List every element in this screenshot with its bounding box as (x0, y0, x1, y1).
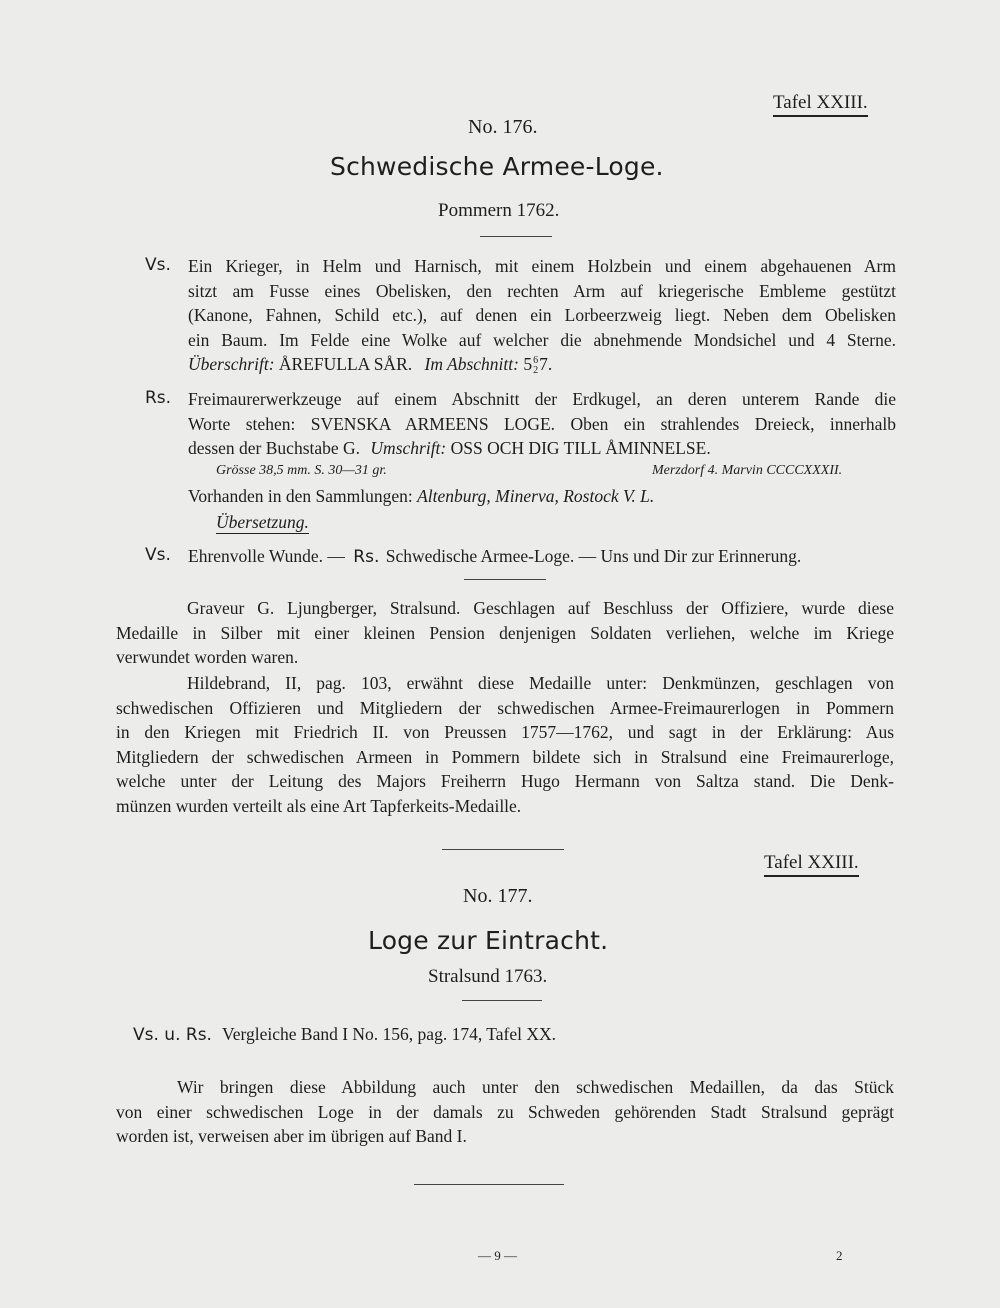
section-divider (464, 579, 546, 580)
plate-reference: Tafel XXIII. (764, 852, 859, 877)
ornament-rule (480, 236, 552, 237)
obverse-line: sitzt am Fusse eines Obelisken, den rechten Arm auf kriegerische Embleme gestützt (188, 281, 896, 301)
umschrift-text: OSS OCH DIG TILL ÅMINNELSE. (450, 438, 711, 458)
obverse-reverse-label: Vs. u. Rs. (133, 1025, 212, 1045)
reverse-label: Rs. (145, 388, 172, 408)
translation-obverse-label: Vs. (145, 545, 171, 565)
plate-reference: Tafel XXIII. (773, 92, 868, 117)
obverse-inscription-line (188, 354, 552, 376)
literature-refs: Merzdorf 4. Marvin CCCCXXXII. (652, 463, 843, 478)
obverse-label: Vs. (145, 255, 171, 275)
ornament-rule (462, 1000, 542, 1001)
commentary-line: worden ist, verweisen aber im übrigen auf Band I. (116, 1126, 467, 1146)
obverse-line: ein Baum. Im Felde eine Wolke auf welcher die abnehmende Mondsichel und 4 Sterne. (188, 330, 896, 350)
commentary-line: verwundet worden waren. (116, 647, 299, 667)
commentary-line: Mitgliedern der schwedischen Armeen in Pommern bildete sich in Stralsund eine Freimaurerloge, (116, 747, 894, 767)
page-number: — 9 — (478, 1248, 517, 1263)
reference-line (133, 1024, 556, 1045)
commentary-line: schwedischen Offizieren und Mitgliedern der schwedischen Armee-Freimaurerlogen in Pommern (116, 698, 894, 718)
obverse-line: (Kanone, Fahnen, Schild etc.), auf denen ein Lorbeerzweig liegt. Neben dem Obelisken (188, 305, 896, 325)
inscription-text: ÅREFULLA SÅR. (278, 354, 413, 374)
reverse-inscription-line: dessen der Buchstabe G. Umschrift: OSS OCH DIG TILL ÅMINNELSE. (188, 438, 711, 458)
entry-title: Loge zur Eintracht. (368, 926, 609, 955)
collections-line: Vorhanden in den Sammlungen: Altenburg, Minerva, Rostock V. L. (188, 486, 655, 506)
reverse-line: Worte stehen: SVENSKA ARMEENS LOGE. Oben ein strahlendes Dreieck, innerhalb (188, 414, 896, 434)
exergue-text: 5 6 2 7. (523, 354, 553, 376)
size-weight: Grösse 38,5 mm. S. 30—31 gr. (216, 463, 387, 478)
reverse-line: Freimaurerwerkzeuge auf einem Abschnitt der Erdkugel, an deren unterem Rande die (188, 389, 896, 409)
commentary-line: in den Kriegen mit Friedrich II. von Preussen 1757—1762, und sagt in der Erklärung: Aus (116, 722, 894, 742)
commentary-line: welche unter der Leitung des Majors Freiherrn Hugo Hermann von Saltza stand. Die Denk- (116, 771, 894, 791)
translation-obverse: Ehrenvolle Wunde. — (188, 546, 345, 566)
umschrift-label: Umschrift: (370, 438, 447, 458)
section-divider (442, 849, 564, 850)
commentary-line: Medaille in Silber mit einer kleinen Pension denjenigen Soldaten verliehen, welche im Kriege (116, 623, 894, 643)
entry-subtitle: Stralsund 1763. (428, 966, 548, 987)
signature-mark: 2 (836, 1248, 843, 1263)
collections-list: Altenburg, Minerva, Rostock V. L. (417, 486, 655, 506)
entry-number: No. 176. (468, 116, 538, 138)
inscription-label: Überschrift: (188, 354, 275, 374)
end-rule (414, 1184, 564, 1185)
exergue-label: Im Abschnitt: (424, 354, 519, 374)
obverse-line: Ein Krieger, in Helm und Harnisch, mit einem Holzbein und einem abgehauenen Arm (188, 256, 896, 276)
commentary-line: Wir bringen diese Abbildung auch unter den schwedischen Medaillen, da das Stück (177, 1077, 894, 1097)
commentary-line: Hildebrand, II, pag. 103, erwähnt diese Medaille unter: Denkmünzen, geschlagen von (187, 673, 894, 693)
entry-subtitle: Pommern 1762. (438, 200, 560, 221)
cross-reference: Vergleiche Band I No. 156, pag. 174, Tafel XX. (222, 1024, 556, 1044)
translation-reverse: Schwedische Armee-Loge. — Uns und Dir zur Erinnerung. (385, 546, 802, 566)
entry-title: Schwedische Armee-Loge. (330, 152, 664, 181)
commentary-line: Graveur G. Ljungberger, Stralsund. Geschlagen auf Beschluss der Offiziere, wurde diese (187, 598, 894, 618)
entry-number: No. 177. (463, 885, 533, 907)
translation-heading: Übersetzung. (216, 512, 309, 532)
commentary-line: münzen wurden verteilt als eine Art Tapferkeits-Medaille. (116, 796, 522, 816)
translation-line (188, 546, 801, 567)
commentary-line: von einer schwedischen Loge in der damals zu Schweden gehörenden Stadt Stralsund geprägt (116, 1102, 894, 1122)
translation-reverse-label: Rs. (353, 547, 380, 567)
